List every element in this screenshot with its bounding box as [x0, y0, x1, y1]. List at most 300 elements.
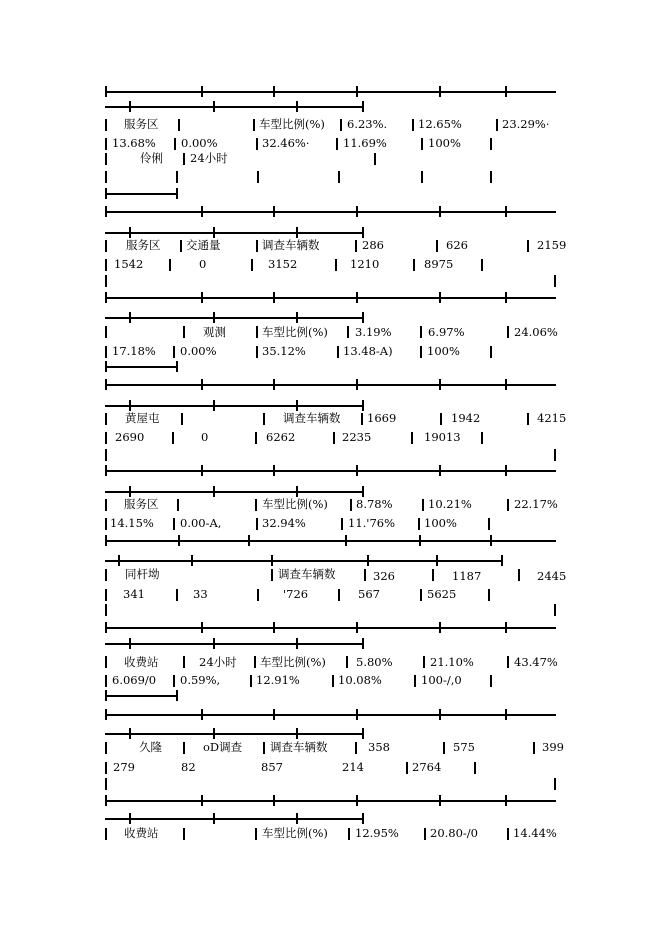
table-cell: 1542 [114, 257, 144, 271]
rule-tick [213, 728, 215, 739]
rule-tick [213, 101, 215, 112]
cell-separator [420, 346, 422, 358]
cell-separator [250, 675, 252, 687]
cell-separator [443, 742, 445, 754]
rule-tick [273, 795, 275, 806]
table-cell: 857 [261, 760, 283, 774]
cell-separator [414, 675, 416, 687]
rule-tick [213, 813, 215, 824]
table-cell: 8975 [424, 257, 454, 271]
table-cell: 车型比例(%) [262, 497, 328, 511]
rule-tick [505, 379, 507, 390]
rule-tick [105, 206, 107, 217]
table-cell: 久隆 [139, 740, 162, 754]
cell-separator [180, 240, 182, 252]
table-rule [105, 297, 556, 299]
rule-tick [505, 795, 507, 806]
cell-separator [251, 259, 253, 271]
cell-separator [355, 240, 357, 252]
rule-tick [362, 101, 364, 112]
rule-tick [105, 535, 107, 546]
cell-separator [105, 346, 107, 358]
cell-separator [423, 656, 425, 668]
rule-tick [356, 709, 358, 720]
rule-tick [129, 312, 131, 323]
cell-separator [253, 119, 255, 131]
rule-tick [505, 292, 507, 303]
cell-separator [507, 828, 509, 840]
cell-separator [496, 119, 498, 131]
table-cell: 326 [373, 569, 395, 583]
table-cell: 12.95% [355, 826, 399, 840]
cell-separator [333, 432, 335, 444]
cell-separator [105, 742, 107, 754]
cell-separator [105, 153, 107, 165]
table-cell: 12.65% [418, 117, 462, 131]
rule-tick [356, 795, 358, 806]
rule-tick [178, 535, 180, 546]
cell-separator [105, 259, 107, 271]
cell-separator [105, 518, 107, 530]
rule-tick [419, 535, 421, 546]
cell-separator [256, 326, 258, 338]
cell-separator [364, 569, 366, 581]
cell-separator [350, 499, 352, 511]
cell-separator [105, 413, 107, 425]
rule-tick [362, 813, 364, 824]
cell-separator [554, 275, 556, 287]
table-cell: 24小时 [199, 655, 237, 669]
rule-tick [201, 379, 203, 390]
cell-separator [332, 675, 334, 687]
table-cell: 2690 [115, 430, 145, 444]
cell-separator [178, 119, 180, 131]
table-cell: 0.59%, [180, 673, 221, 687]
cell-separator [177, 499, 179, 511]
rule-tick [129, 101, 131, 112]
table-cell: 14.44% [513, 826, 557, 840]
cell-separator [527, 413, 529, 425]
table-cell: 23.29%· [502, 117, 550, 131]
table-cell: 6262 [266, 430, 296, 444]
table-cell: 0.00% [180, 344, 217, 358]
table-cell: 5625 [427, 587, 457, 601]
rule-tick [362, 638, 364, 649]
table-rule [105, 733, 364, 735]
cell-separator [374, 153, 376, 165]
table-cell: 19013 [424, 430, 461, 444]
table-cell: 33 [193, 587, 208, 601]
rule-tick [201, 465, 203, 476]
table-cell: 279 [113, 760, 135, 774]
rule-tick [273, 465, 275, 476]
table-cell: 13.48-A) [343, 344, 393, 358]
rule-tick [129, 728, 131, 739]
table-cell: 2764 [412, 760, 442, 774]
cell-separator [105, 326, 107, 338]
rule-tick [201, 709, 203, 720]
table-cell: 43.47% [514, 655, 558, 669]
table-cell: 1669 [367, 411, 397, 425]
table-cell: 1210 [350, 257, 380, 271]
table-cell: 32.46%· [262, 136, 310, 150]
rule-tick [439, 795, 441, 806]
rule-tick [356, 206, 358, 217]
table-cell: 0.00% [181, 136, 218, 150]
table-cell: 服务区 [124, 117, 159, 131]
rule-tick [273, 622, 275, 633]
table-cell: 2235 [342, 430, 372, 444]
table-cell: 2445 [537, 569, 567, 583]
table-cell: 11.69% [343, 136, 387, 150]
rule-tick [345, 535, 347, 546]
table-cell: 调查车辆数 [278, 567, 336, 581]
table-cell: 341 [123, 587, 145, 601]
table-cell: 22.17% [514, 497, 558, 511]
rule-tick [356, 86, 358, 97]
cell-separator [105, 675, 107, 687]
table-cell: 14.15% [110, 516, 154, 530]
rule-tick [273, 709, 275, 720]
table-cell: 3152 [268, 257, 298, 271]
table-cell: 同杆坳 [125, 567, 160, 581]
table-cell: 575 [453, 740, 475, 754]
cell-separator [173, 346, 175, 358]
table-rule [105, 91, 556, 93]
table-cell: 100% [427, 344, 460, 358]
table-rule [105, 106, 364, 108]
rule-tick [201, 206, 203, 217]
rule-tick [436, 555, 438, 566]
rule-tick [439, 622, 441, 633]
table-cell: 服务区 [126, 238, 161, 252]
rule-tick [129, 227, 131, 238]
cell-separator [105, 828, 107, 840]
cell-separator [257, 171, 259, 183]
cell-separator [172, 432, 174, 444]
cell-separator [347, 326, 349, 338]
cell-separator [361, 413, 363, 425]
table-cell: 车型比例(%) [259, 117, 325, 131]
table-cell: 100% [428, 136, 461, 150]
table-cell: 8.78% [356, 497, 393, 511]
cell-separator [554, 449, 556, 461]
cell-separator [256, 138, 258, 150]
table-cell: 24小时 [190, 151, 228, 165]
cell-separator [488, 589, 490, 601]
cell-separator [256, 346, 258, 358]
table-cell: 6.23%. [347, 117, 388, 131]
table-cell: 收费站 [124, 655, 159, 669]
table-cell: 0.00-A, [180, 516, 222, 530]
rule-tick [505, 465, 507, 476]
cell-separator [418, 518, 420, 530]
table-rule [105, 643, 364, 645]
table-cell: 100-/,0 [421, 673, 462, 687]
rule-tick [362, 728, 364, 739]
cell-separator [412, 119, 414, 131]
table-cell: 0 [199, 257, 207, 271]
cell-separator [490, 138, 492, 150]
rule-tick [105, 465, 107, 476]
rule-tick [362, 312, 364, 323]
table-cell: 收费站 [124, 826, 159, 840]
rule-tick [176, 690, 178, 701]
table-cell: 服务区 [124, 497, 159, 511]
cell-separator [346, 656, 348, 668]
cell-separator [554, 778, 556, 790]
cell-separator [255, 499, 257, 511]
cell-separator [507, 326, 509, 338]
table-cell: 286 [362, 238, 384, 252]
rule-tick [105, 379, 107, 390]
table-cell: 车型比例(%) [262, 826, 328, 840]
cell-separator [338, 589, 340, 601]
cell-separator [411, 432, 413, 444]
cell-separator [271, 569, 273, 581]
cell-separator [105, 138, 107, 150]
table-cell: 626 [446, 238, 468, 252]
rule-tick [176, 361, 178, 372]
cell-separator [554, 604, 556, 616]
rule-tick [296, 400, 298, 411]
rule-tick [213, 227, 215, 238]
rule-tick [129, 813, 131, 824]
cell-separator [348, 828, 350, 840]
table-cell: 32.94% [262, 516, 306, 530]
cell-separator [256, 240, 258, 252]
rule-tick [296, 813, 298, 824]
table-cell: 车型比例(%) [260, 655, 326, 669]
rule-tick [356, 379, 358, 390]
cell-separator [263, 413, 265, 425]
cell-separator [105, 240, 107, 252]
table-cell: 567 [358, 587, 380, 601]
rule-tick [296, 312, 298, 323]
table-cell: 6.069/0 [112, 673, 157, 687]
table-cell: 调查车辆数 [270, 740, 328, 754]
table-rule [105, 366, 178, 368]
rule-tick [490, 535, 492, 546]
table-rule [105, 405, 364, 407]
table-cell: 观测 [203, 325, 226, 339]
table-rule [105, 384, 556, 386]
table-rule [105, 627, 556, 629]
cell-separator [355, 742, 357, 754]
table-cell: 17.18% [112, 344, 156, 358]
table-rule [105, 540, 556, 542]
table-cell: 交通量 [186, 238, 221, 252]
cell-separator [105, 171, 107, 183]
rule-tick [439, 465, 441, 476]
table-rule [105, 193, 178, 195]
rule-tick [213, 312, 215, 323]
rule-tick [105, 188, 107, 199]
rule-tick [105, 795, 107, 806]
cell-separator [176, 589, 178, 601]
cell-separator [406, 762, 408, 774]
rule-tick [501, 555, 503, 566]
rule-tick [362, 227, 364, 238]
table-cell: 2159 [537, 238, 567, 252]
rule-tick [201, 622, 203, 633]
table-rule [105, 800, 556, 802]
table-cell: 1942 [451, 411, 481, 425]
table-cell: 13.68% [112, 136, 156, 150]
cell-separator [421, 171, 423, 183]
rule-tick [362, 400, 364, 411]
cell-separator [183, 326, 185, 338]
rule-tick [296, 486, 298, 497]
rule-tick [505, 206, 507, 217]
rule-tick [296, 638, 298, 649]
table-cell: 4215 [537, 411, 567, 425]
cell-separator [481, 259, 483, 271]
table-cell: 1187 [452, 569, 482, 583]
rule-tick [129, 638, 131, 649]
cell-separator [507, 499, 509, 511]
cell-separator [105, 499, 107, 511]
cell-separator [488, 518, 490, 530]
cell-separator [105, 589, 107, 601]
rule-tick [105, 292, 107, 303]
rule-tick [129, 486, 131, 497]
rule-tick [105, 86, 107, 97]
cell-separator [105, 432, 107, 444]
rule-tick [201, 795, 203, 806]
table-cell: 35.12% [262, 344, 306, 358]
rule-tick [105, 709, 107, 720]
table-cell: 车型比例(%) [262, 325, 328, 339]
cell-separator [257, 589, 259, 601]
cell-separator [533, 742, 535, 754]
table-rule [105, 491, 364, 493]
rule-tick [273, 86, 275, 97]
rule-tick [213, 400, 215, 411]
table-cell: 伶俐 [140, 151, 163, 165]
cell-separator [518, 569, 520, 581]
cell-separator [490, 346, 492, 358]
rule-tick [105, 622, 107, 633]
table-rule [105, 818, 364, 820]
rule-tick [213, 638, 215, 649]
rule-tick [248, 535, 250, 546]
cell-separator [420, 589, 422, 601]
rule-tick [505, 622, 507, 633]
rule-tick [201, 86, 203, 97]
rule-tick [129, 400, 131, 411]
rule-tick [176, 188, 178, 199]
table-cell: 20.80-/0 [430, 826, 478, 840]
table-cell: 3.19% [355, 325, 392, 339]
rule-tick [273, 292, 275, 303]
table-cell: 5.80% [356, 655, 393, 669]
rule-tick [362, 486, 364, 497]
table-cell: 358 [368, 740, 390, 754]
table-rule [105, 317, 364, 319]
cell-separator [181, 413, 183, 425]
rule-tick [505, 709, 507, 720]
cell-separator [481, 432, 483, 444]
table-cell: 黄屋屯 [125, 411, 160, 425]
cell-separator [183, 656, 185, 668]
table-rule [105, 211, 556, 213]
rule-tick [213, 486, 215, 497]
table-rule [105, 695, 178, 697]
cell-separator [335, 259, 337, 271]
cell-separator [174, 138, 176, 150]
table-cell: 6.97% [428, 325, 465, 339]
table-cell: '726 [283, 587, 309, 601]
cell-separator [424, 828, 426, 840]
cell-separator [255, 828, 257, 840]
table-cell: 12.91% [256, 673, 300, 687]
cell-separator [105, 656, 107, 668]
cell-separator [256, 518, 258, 530]
table-cell: 调查车辆数 [262, 238, 320, 252]
rule-tick [439, 86, 441, 97]
cell-separator [105, 762, 107, 774]
rule-tick [201, 292, 203, 303]
cell-separator [263, 742, 265, 754]
cell-separator [490, 675, 492, 687]
table-cell: 100% [424, 516, 457, 530]
table-cell: 399 [542, 740, 564, 754]
cell-separator [422, 499, 424, 511]
cell-separator [105, 778, 107, 790]
table-cell: 82 [181, 760, 196, 774]
rule-tick [356, 622, 358, 633]
table-cell: 调查车辆数 [283, 411, 341, 425]
rule-tick [356, 292, 358, 303]
cell-separator [254, 656, 256, 668]
rule-tick [439, 292, 441, 303]
cell-separator [105, 119, 107, 131]
rule-tick [105, 690, 107, 701]
rule-tick [505, 86, 507, 97]
rule-tick [296, 728, 298, 739]
cell-separator [105, 604, 107, 616]
table-cell: 24.06% [514, 325, 558, 339]
cell-separator [440, 413, 442, 425]
cell-separator [173, 675, 175, 687]
rule-tick [271, 555, 273, 566]
cell-separator [436, 240, 438, 252]
cell-separator [420, 326, 422, 338]
cell-separator [169, 259, 171, 271]
cell-separator [421, 138, 423, 150]
table-rule [105, 714, 556, 716]
rule-tick [273, 206, 275, 217]
table-cell: 10.08% [338, 673, 382, 687]
cell-separator [338, 171, 340, 183]
cell-separator [527, 240, 529, 252]
cell-separator [474, 762, 476, 774]
table-rule [105, 470, 556, 472]
cell-separator [337, 346, 339, 358]
rule-tick [439, 379, 441, 390]
cell-separator [105, 569, 107, 581]
cell-separator [255, 432, 257, 444]
rule-tick [356, 465, 358, 476]
table-cell: 0 [201, 430, 209, 444]
table-cell: oD调查 [203, 740, 243, 754]
table-cell: 10.21% [428, 497, 472, 511]
rule-tick [191, 555, 193, 566]
cell-separator [336, 138, 338, 150]
cell-separator [340, 119, 342, 131]
rule-tick [118, 555, 120, 566]
